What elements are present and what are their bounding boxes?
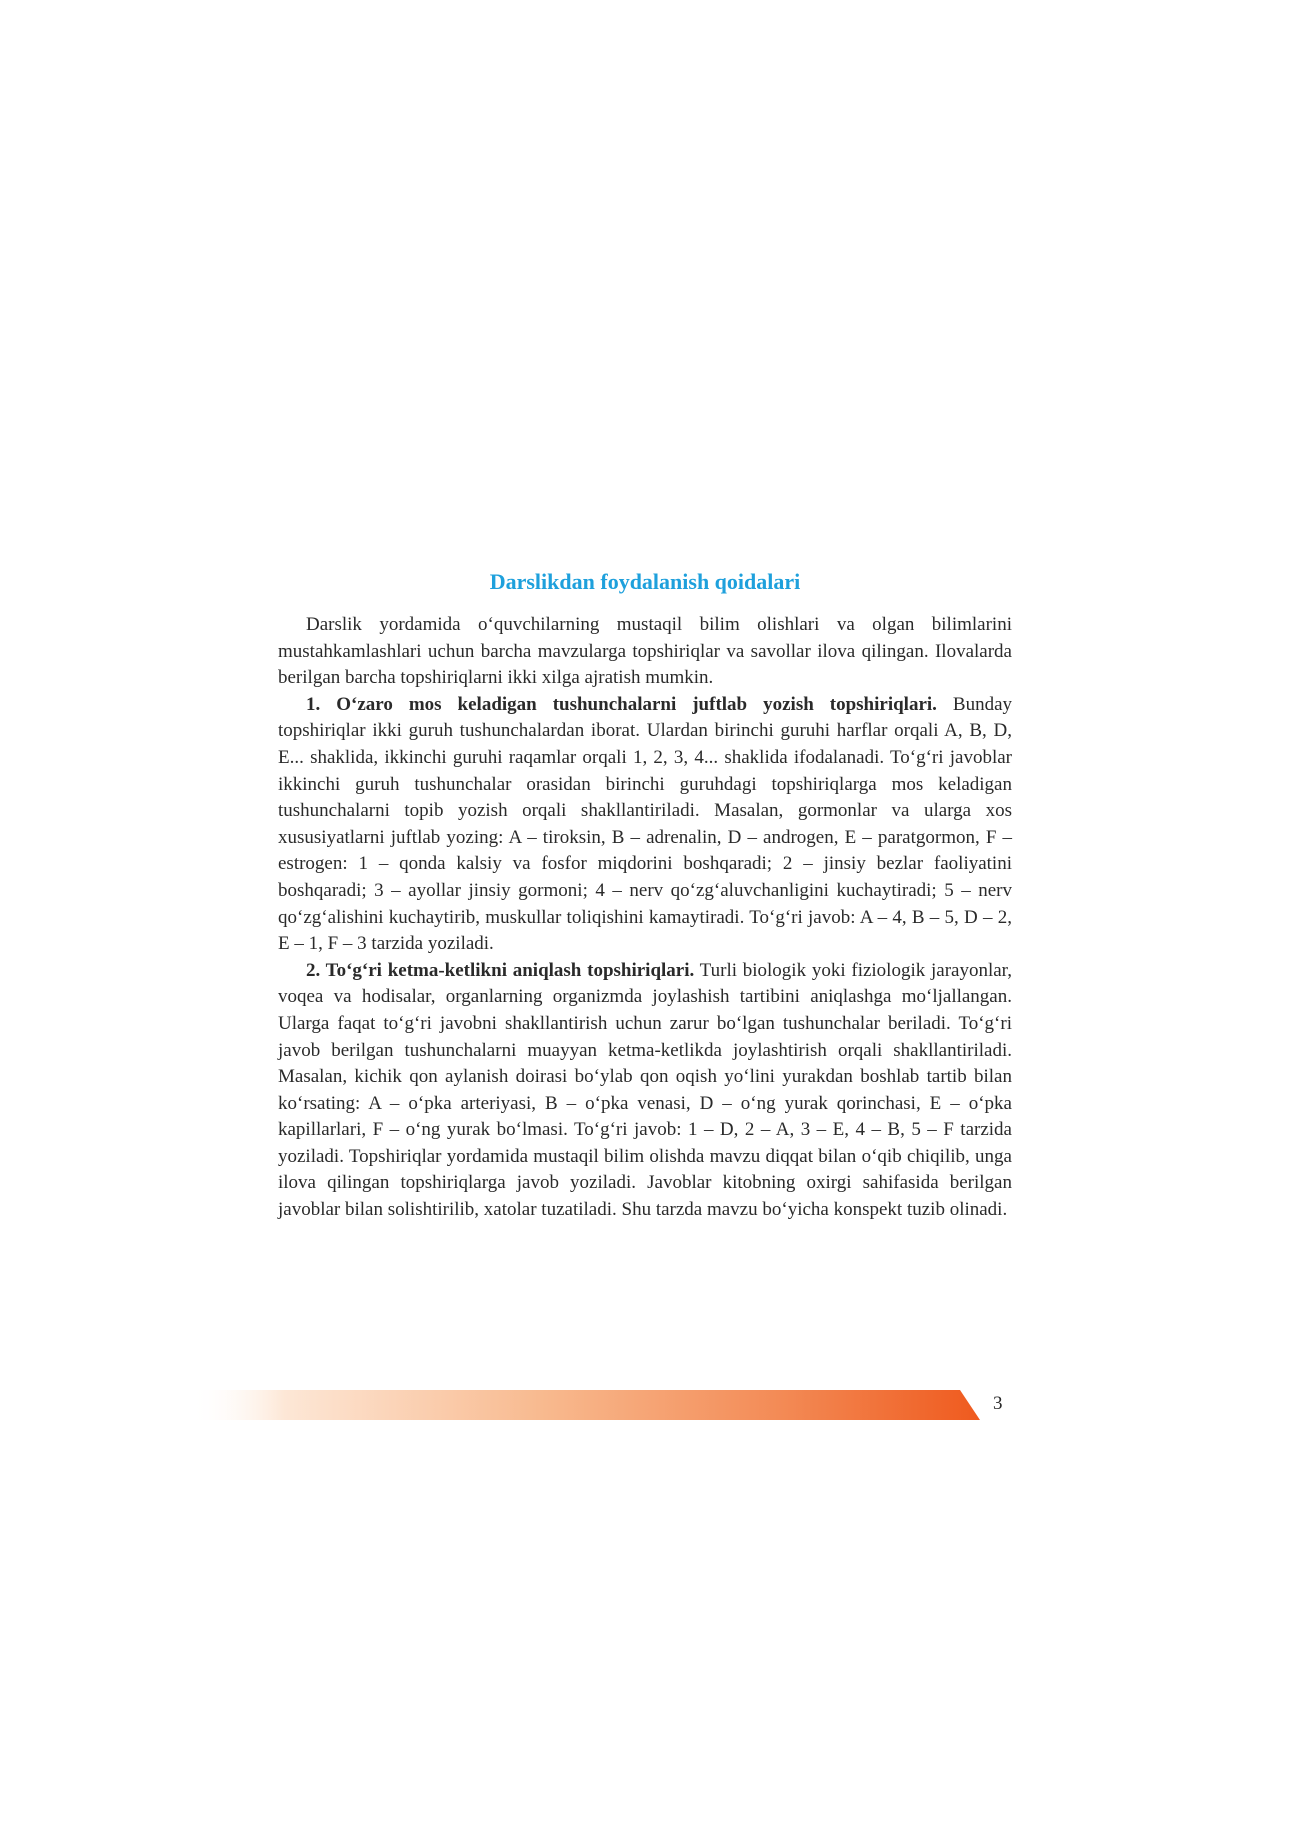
section-2-text: Turli biologik yoki fiziologik jarayonlar, voqea va hodisalar, organlarning organizmda joylashish tartibini aniqlashga mo‘ljallangan. Ularga faqat to‘g‘ri javobni shakllantirish uchun zarur bo‘lgan tushunchalar beriladi. To‘g‘ri javob berilgan tushunchalarni muayyan ketma-ketlikda joylashtirish orqali shakllantiriladi. Masalan, kichik qon aylanish doirasi bo‘ylab qon oqish yo‘lini yurakdan boshlab tartib bilan ko‘rsating: A – o‘pka arteriyasi, B – o‘pka venasi, D – o‘ng yurak qorinchasi, E – o‘pka kapillarlari, F – o‘ng yurak bo‘lmasi. To‘g‘ri javob: 1 – D, 2 – A, 3 – E, 4 – B, 5 – F tarzida yoziladi. Topshiriqlar yordamida mustaqil bilim olishda mavzu diqqat bilan o‘qib chiqilib, unga ilova qilingan topshiriqlarga javob yoziladi. Javoblar kitobning oxirgi sahifasida berilgan javoblar bilan solishtirilib, xatolar tuzatiladi. Shu tarzda mavzu bo‘yicha konspekt tuzib olinadi. <box>278 959 1012 1221</box>
intro-paragraph: Darslik yordamida o‘quvchilarning mustaqil bilim olishlari va olgan bilimlarini mustahkamlashlari uchun barcha mavzularga topshiriqlar va savollar ilova qilingan. Ilovalarda berilgan barcha topshiriqlarni ikki xilga ajratish mumkin. <box>278 614 1012 689</box>
section-1-text: Bunday topshiriqlar ikki guruh tushunchalardan iborat. Ulardan birinchi guruhi harflar orqali A, B, D, E... shaklida, ikkinchi guruhi raqamlar orqali 1, 2, 3, 4... shaklida ifodalanadi. To‘g‘ri javoblar ikkinchi guruh tushunchalar orasidan birinchi guruhdagi topshiriqlarga mos keladigan tushunchalarni topib yozish orqali shakllantiriladi. Masalan, gormonlar va ularga xos xususiyatlarni juftlab yozing: A – tiroksin, B – adrenalin, D – androgen, E – paratgormon, F – estrogen: 1 – qonda kalsiy va fosfor miqdorini boshqaradi; 2 – jinsiy bezlar faoliyatini boshqaradi; 3 – ayollar jinsiy gormoni; 4 – nerv qo‘zg‘aluvchanligini kuchaytiradi; 5 – nerv qo‘zg‘alishini kuchaytirib, muskullar toliqishini kamaytiradi. To‘g‘ri javob: A – 4, B – 5, D – 2, E – 1, F – 3 tarzida yoziladi. <box>278 693 1013 955</box>
section-1-paragraph <box>278 692 1012 958</box>
document-body <box>278 612 1012 1224</box>
section-2-paragraph <box>278 958 1012 1224</box>
page-number: 3 <box>993 1393 1003 1414</box>
footer-decorative-bar <box>190 1390 980 1420</box>
page-title: Darslikdan foydalanish qoidalari <box>489 569 801 594</box>
footer-gradient-bar <box>190 1390 980 1420</box>
section-1-heading: 1. O‘zaro mos keladigan tushunchalarni juftlab yozish topshiriqlari. <box>306 693 937 715</box>
section-2-heading: 2. To‘g‘ri ketma-ketlikni aniqlash topshiriqlari. <box>306 959 695 981</box>
